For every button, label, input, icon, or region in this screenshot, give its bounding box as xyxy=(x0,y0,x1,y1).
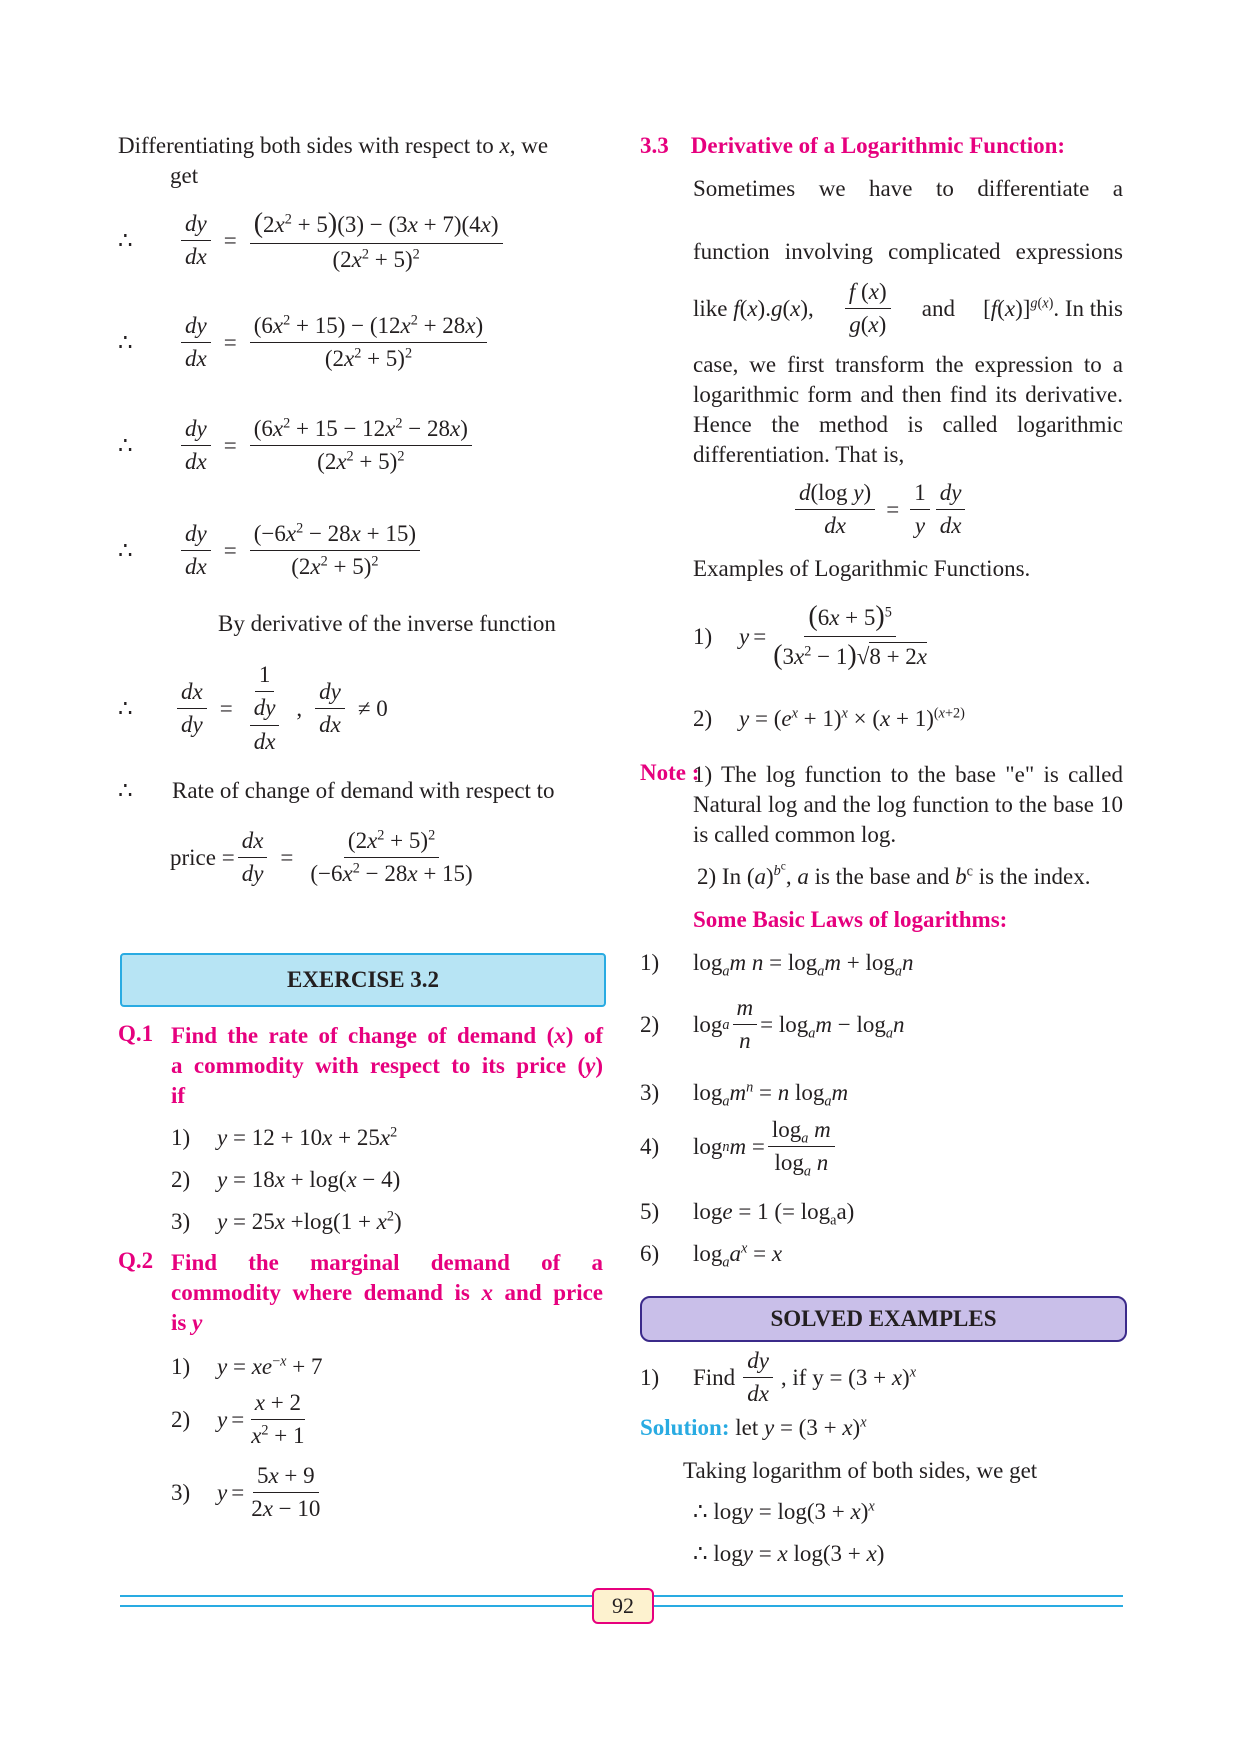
example-2: 2) $y = (e^x + 1)^x \times (x + 1)^{(x+2)}$ xyxy=(693,705,965,731)
q1-item-1: 1) $y = 12 + 10x + 25x^2$ xyxy=(171,1124,398,1150)
note-2: 2) In $(a)^{b^c}$, a is the base and $b^c$ is the index. xyxy=(697,860,1091,889)
equation-5: ∴ $\frac{dx}{dy}$ = $\frac{1}{\frac{dy}{dx}}$ , $\frac{dy}{dx}$ ≠ 0 xyxy=(118,662,388,754)
equation-2: ∴ $\frac{dy}{dx}$ = $\frac{(6x^2 + 15) - (12x^2 + 28x)}{(2x^2 + 5)^2}$ xyxy=(118,313,490,373)
para-2: case, we first transform the expression to a logarithmic form and then find its derivative. Hence the method is called logarithmic differentiation. That is, xyxy=(693,352,1123,467)
example-1: 1) y = $\frac{(6x + 5)^5}{(3x^2 - 1)√8 + 2x}$ xyxy=(693,601,928,672)
rate-text: ∴ Rate of change of demand with respect to xyxy=(118,778,555,803)
q1-text: Find the rate of change of demand (x) of a commodity with respect to its price (y) if xyxy=(171,1023,603,1108)
exercise-title: EXERCISE 3.2 xyxy=(286,967,440,992)
page-number: 92 xyxy=(592,1588,654,1624)
law-5: 5) loge = 1 (= $\log_aa$) xyxy=(640,1199,855,1229)
taking-log-line: Taking logarithm of both sides, we get xyxy=(683,1458,1038,1483)
note-text: 1) The log function to the base "e" is called Natural log and the log function to the base 10 is called common log. xyxy=(693,762,1123,847)
intro-line-1: Differentiating both sides with respect to x, we xyxy=(118,133,549,158)
q2-text: Find the marginal demand of a commodity where demand is x and price is y xyxy=(171,1250,604,1335)
step-2: ∴ logy = x log(3 + x) xyxy=(693,1541,885,1566)
step-1: ∴ $\log y = \log(3 + x)^x$ xyxy=(693,1498,875,1524)
solved-examples-title: SOLVED EXAMPLES xyxy=(770,1306,997,1331)
equation-1: ∴ $\frac{dy}{dx}$ = $\frac{(2x^2 + 5)(3) - (3x + 7)(4x)}{(2x^2 + 5)^2}$ xyxy=(118,208,506,274)
equation-3: ∴ $\frac{dy}{dx}$ = $\frac{(6x^2 + 15 - 12x^2 - 28x)}{(2x^2 + 5)^2}$ xyxy=(118,416,475,476)
equation-4: ∴ $\frac{dy}{dx}$ = $\frac{(-6x^2 - 28x + 15)}{(2x^2 + 5)^2}$ xyxy=(118,521,423,581)
law-1: 1) $\log_am$ $n = \log_am + \log_an$ xyxy=(640,950,914,980)
solution-line: Solution: let $y = (3 + x)^x$ xyxy=(640,1414,867,1440)
inverse-note: By derivative of the inverse function xyxy=(218,611,556,636)
law-2: 2) log a $\frac{m}{n}$ = $\log_am - \log_an$ xyxy=(640,995,905,1054)
q1-item-3: 3) $y = 25x +\log(1 + x^2)$ xyxy=(171,1208,402,1234)
intro-line-2: get xyxy=(170,163,199,188)
like-line: like f(x).g(x), $\frac{f (x)}{g(x)}$ and $[f(x)]^{g(x)}$. In this xyxy=(693,279,1123,338)
q2-item-2: 2) y = $\frac{x + 2}{x^2 + 1}$ xyxy=(171,1390,305,1449)
solved-examples-banner xyxy=(640,1296,1127,1342)
solved-example-1: 1) Find $\frac{dy}{dx}$ , if $y = (3 + x)^x$ xyxy=(640,1348,917,1407)
price-equation: price = $\frac{dx}{dy}$ = $\frac{(2x^2 + 5)^2}{(-6x^2 - 28x + 15)}$ xyxy=(170,827,473,887)
exercise-banner xyxy=(120,953,606,1007)
log-derivative-formula: $\frac{\text{d(log y)}}{dx}$ = $\frac{1}{y}$ $\frac{dy}{dx}$ xyxy=(792,480,968,540)
para-1-line-1: Sometimes we have to differentiate a xyxy=(693,176,1123,201)
law-3: 3) $\log_am^n = n$ $\log_am$ xyxy=(640,1079,849,1110)
section-heading: 3.3 Derivative of a Logarithmic Function: xyxy=(640,133,1066,158)
q1-item-2: 2) y = 18x + log(x − 4) xyxy=(171,1167,401,1192)
q2-label: Q.2 xyxy=(118,1248,154,1273)
q1-label: Q.1 xyxy=(118,1021,154,1046)
law-6: 6) $\log_aa^x = x$ xyxy=(640,1240,783,1271)
examples-title: Examples of Logarithmic Functions. xyxy=(693,556,1031,581)
q2-item-3: 3) y = $\frac{5x + 9}{2x - 10}$ xyxy=(171,1463,321,1522)
q2-item-1: 1) $y = xe^{-x} + 7$ xyxy=(171,1353,323,1379)
laws-title: Some Basic Laws of logarithms: xyxy=(693,907,1008,932)
para-1-line-2: function involving complicated expressions xyxy=(693,239,1123,264)
note-label: Note : xyxy=(640,760,700,785)
law-4: 4) log n m = $\frac{\log_a m}{\log_a n}$ xyxy=(640,1117,838,1177)
